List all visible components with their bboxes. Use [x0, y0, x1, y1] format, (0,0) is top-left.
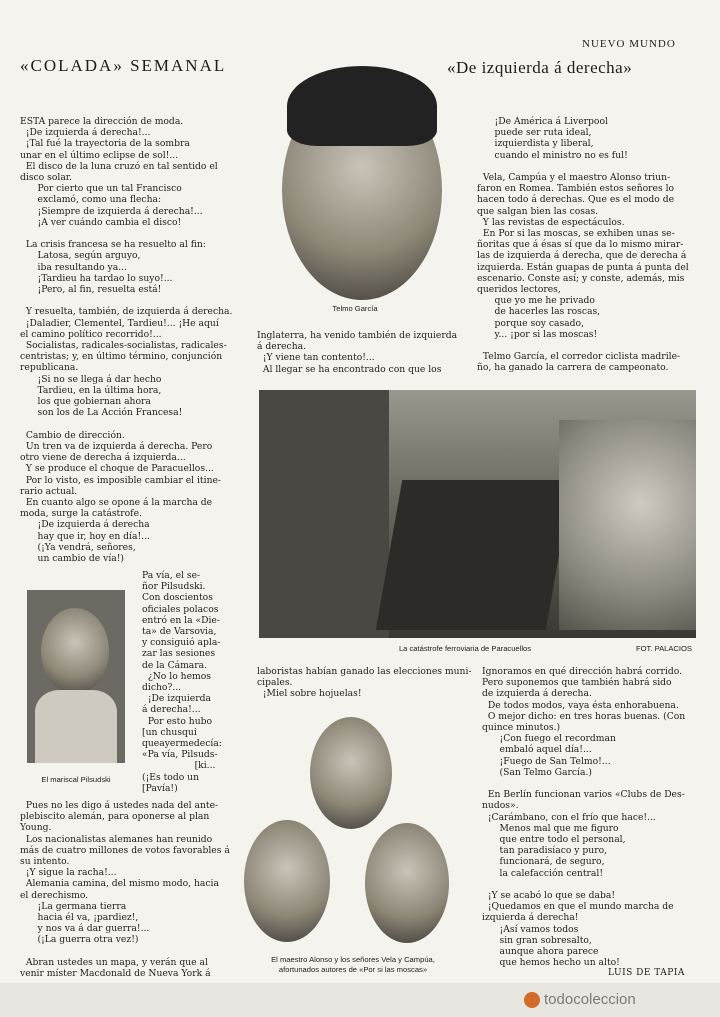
text-line: ¡Carámbano, con el frío que hace!...	[482, 811, 656, 823]
authors-caption-1: El maestro Alonso y los señores Vela y Campúa,	[271, 955, 435, 964]
text-line: Por lo visto, es imposible cambiar el itine-	[20, 474, 222, 486]
watermark-text: todocoleccion	[544, 991, 636, 1008]
text-line: exclamó, como una flecha:	[20, 194, 162, 206]
text-line: puede ser ruta ideal,	[477, 127, 592, 139]
text-line: [Pavía!)	[142, 782, 178, 794]
text-line: que yo me he privado	[477, 295, 595, 307]
column-3-bottom	[482, 666, 702, 968]
text-line: queayermedecía:	[142, 738, 222, 750]
column-2-bottom	[257, 666, 472, 700]
text-line: ¿No lo hemos	[142, 670, 211, 682]
text-line: ¡Con fuego el recordman	[482, 733, 616, 745]
text-line: La crisis francesa se ha resuelto al fin:	[20, 239, 206, 251]
text-line: hacen todo á derechas. Que es el modo de	[477, 194, 675, 206]
text-line: nudos».	[482, 800, 519, 812]
text-line: (¡Ya vendrá, señores,	[20, 541, 136, 553]
text-line: El disco de la luna cruzó en tal sentido el	[20, 160, 218, 172]
text-line: Tardieu, en la última hora,	[20, 384, 162, 396]
text-line: Pues no les digo á ustedes nada del ante-	[20, 800, 219, 811]
text-line: (San Telmo García.)	[482, 766, 592, 778]
text-line: á derecha!...	[142, 704, 201, 716]
text-line: las de izquierda á derecha, que de derecha á	[477, 250, 687, 262]
text-line: el camino político recorrido!...	[20, 328, 162, 340]
pilsudski-caption: El mariscal Pilsudski	[41, 775, 111, 784]
text-line	[482, 778, 702, 789]
watermark-bar	[0, 983, 720, 1017]
section-title: «COLADA» SEMANAL	[20, 56, 227, 75]
text-line: centristas; y, en último término, conjunción	[20, 351, 223, 363]
text-line: de hacerles las roscas,	[477, 306, 601, 318]
text-line: ño, ha ganado la carrera de campeonato.	[477, 362, 669, 374]
text-line: ¡De izquierda á derecha	[20, 519, 150, 531]
text-line	[20, 228, 245, 239]
text-line: Menos mal que me figuro	[482, 822, 619, 834]
magazine-name: NUEVO MUNDO	[582, 38, 676, 50]
text-line: Por esto hubo	[142, 715, 213, 727]
text-line: ¡Miel sobre hojuelas!	[257, 688, 362, 700]
text-line: los que gobiernan ahora	[20, 396, 151, 408]
text-line	[20, 418, 245, 429]
text-line: más de cuatro millones de votos favorables á	[20, 844, 230, 856]
text-line: aunque ahora parece	[482, 946, 599, 958]
text-line: En cuanto algo se opone á la marcha de	[20, 496, 213, 508]
text-line: izquierda. Están guapas de punta á punta del	[477, 261, 689, 273]
text-line: ¡De izquierda	[142, 693, 211, 705]
text-line: Telmo García, el corredor ciclista madrile-	[477, 351, 681, 363]
text-line: rario actual.	[20, 485, 78, 497]
text-line: plebiscito alemán, para oponerse al plan	[20, 811, 210, 823]
text-line: Un tren va de izquierda á derecha. Pero	[20, 440, 213, 452]
text-line: ¡Fuego de San Telmo!...	[482, 755, 611, 767]
text-line: Latosa, según arguyo,	[20, 250, 141, 262]
telmo-garcia-photo	[262, 62, 462, 300]
text-line: ¡A ver cuándo cambia el disco!	[20, 216, 182, 228]
text-line: republicana.	[20, 362, 79, 374]
text-line: que hemos hecho un alto!	[482, 957, 620, 969]
text-line: porque soy casado,	[477, 317, 584, 329]
signature: LUIS DE TAPIA	[608, 968, 685, 978]
text-line: ¡Tardieu ha tardao lo suyo!...	[20, 272, 173, 284]
text-line: queridos lectores,	[477, 284, 561, 296]
column-2-middle	[257, 330, 472, 375]
text-line: ¡Daladier, Clementel, Tardieu!... ¡He aquí	[20, 317, 219, 329]
text-line: quince minutos.)	[482, 722, 561, 734]
text-line: De todos modos, vaya ésta enhorabuena.	[482, 699, 679, 711]
text-line: Ignoramos en qué dirección habrá corrido.	[482, 666, 683, 677]
text-line: de izquierda á derecha.	[482, 688, 592, 700]
text-line: hacia él va, ¡pardiez!,	[20, 912, 139, 924]
text-line: su intento.	[20, 856, 70, 868]
text-line: y nos va á dar guerra!...	[20, 923, 150, 935]
text-line: funcionará, de seguro,	[482, 856, 605, 868]
text-line: ta» de Varsovia,	[142, 626, 217, 638]
text-line: ¡Y sigue la racha!...	[20, 867, 117, 879]
text-line: y... ¡por si las moscas!	[477, 328, 598, 340]
text-line: dicho?...	[142, 682, 182, 694]
text-line: Socialistas, radicales-socialistas, radicales-	[20, 340, 227, 352]
text-line	[477, 161, 702, 172]
text-line	[482, 879, 702, 890]
text-line: oficiales polacos	[142, 603, 219, 615]
telmo-caption: Telmo García	[332, 304, 378, 313]
text-line	[477, 340, 702, 351]
text-line: Los nacionalistas alemanes han reunido	[20, 833, 213, 845]
text-line: laboristas habían ganado las elecciones muni-	[257, 666, 472, 677]
text-line: Al llegar se ha encontrado con que los	[257, 363, 442, 375]
text-line: Con doscientos	[142, 592, 213, 604]
photo-credit: FOT. PALACIOS	[636, 644, 692, 653]
text-line: O mejor dicho: en tres horas buenas. (Con	[482, 710, 686, 722]
authors-caption-2: afortunados autores de «Por si las moscas»	[278, 965, 428, 974]
text-line: ESTA parece la dirección de moda.	[20, 116, 184, 127]
text-line: Cambio de dirección.	[20, 429, 125, 441]
column-1-bottom	[20, 800, 245, 979]
text-line: moda, surge la catástrofe.	[20, 508, 142, 520]
text-line: ¡Quedamos en que el mundo marcha de	[482, 901, 674, 913]
text-line: entró en la «Die-	[142, 614, 220, 626]
text-line: disco solar.	[20, 172, 73, 184]
text-line: Abran ustedes un mapa, y verán que al	[20, 956, 208, 968]
watermark-logo-icon	[524, 992, 540, 1008]
text-line: ¡La germana tierra	[20, 900, 127, 912]
text-line: el derechismo.	[20, 889, 89, 901]
text-line: izquierda á derecha!	[482, 912, 579, 924]
article-title: «De izquierda á derecha»	[447, 58, 633, 77]
text-line: cuando el ministro no es ful!	[477, 149, 628, 161]
text-line: escenario. Conste así; y conste, además, mis	[477, 272, 685, 284]
text-line: embaló aquel día!...	[482, 744, 592, 756]
text-line: Y resuelta, también, de izquierda á derecha.	[20, 306, 233, 318]
text-line: [un chusqui	[142, 726, 197, 738]
text-line: sin gran sobresalto,	[482, 934, 592, 946]
text-line: En Por si las moscas, se exhiben unas se-	[477, 228, 675, 240]
text-line	[20, 946, 245, 957]
train-caption: La catástrofe ferroviaria de Paracuellos	[398, 644, 532, 653]
column-3-top	[477, 116, 702, 374]
text-line: que salgan bien las cosas.	[477, 205, 599, 217]
text-line: de la Cámara.	[142, 659, 208, 671]
text-line: Young.	[20, 822, 52, 834]
text-line: (¡Es todo un	[142, 771, 200, 783]
text-line: iba resultando ya...	[20, 261, 127, 273]
text-line: la calefacción central!	[482, 867, 604, 879]
text-line: ñor Pilsudski.	[142, 581, 206, 593]
train-crash-photo	[259, 390, 696, 638]
text-line: tan paradisíaco y puro,	[482, 845, 608, 857]
text-line: un cambio de vía!)	[20, 552, 125, 564]
text-line: á derecha.	[257, 341, 307, 353]
text-line: ¡Así vamos todos	[482, 923, 579, 935]
text-line: «Pa vía, Pilsuds-	[142, 749, 218, 761]
text-line: ¡Tal fué la trayectoria de la sombra	[20, 138, 190, 150]
pilsudski-photo	[27, 590, 125, 763]
text-line: ¡Y viene tan contento!...	[257, 352, 375, 364]
text-line: ¡Y se acabó lo que se daba!	[482, 890, 616, 902]
text-line: Alemania camina, del mismo modo, hacia	[20, 878, 219, 890]
column-1-top	[20, 116, 245, 564]
text-line: venir míster Macdonald de Nueva York á	[20, 968, 211, 980]
text-line: En Berlín funcionan varios «Clubs de Des-	[482, 789, 685, 801]
text-line: izquierdista y liberal,	[477, 138, 594, 150]
authors-photo	[240, 715, 460, 945]
text-line: Vela, Campúa y el maestro Alonso triun-	[477, 172, 671, 184]
text-line: ¡Siempre de izquierda á derecha!...	[20, 205, 203, 217]
text-line: [ki...	[142, 760, 216, 772]
text-line: y consiguió apla-	[142, 637, 221, 649]
text-line: hay que ir, hoy en día!...	[20, 530, 150, 542]
text-line: faron en Romea. También estos señores lo	[477, 183, 675, 195]
text-line: unar en el último eclipse de sol!...	[20, 149, 179, 161]
text-line	[20, 295, 245, 306]
text-line: ¡De América á Liverpool	[477, 116, 608, 127]
text-line: Y las revistas de espectáculos.	[477, 216, 625, 228]
text-line: que entre todo el personal,	[482, 834, 626, 846]
text-line: ¡Si no se llega á dar hecho	[20, 373, 162, 385]
text-line: ¡Pero, al fin, resuelta está!	[20, 284, 162, 296]
text-line: otro viene de derecha á izquierda...	[20, 452, 186, 464]
column-1-side	[142, 570, 247, 794]
text-line: Por cierto que un tal Francisco	[20, 183, 182, 195]
text-line: ñoritas que á ésas sí que da lo mismo mirar-	[477, 239, 684, 251]
text-line: Inglaterra, ha venido también de izquierda	[257, 330, 458, 341]
text-line: ¡De izquierda á derecha!...	[20, 127, 151, 139]
text-line: zar las sesiones	[142, 648, 216, 660]
text-line: son los de La Acción Francesa!	[20, 407, 183, 419]
text-line: (¡La guerra otra vez!)	[20, 934, 139, 946]
text-line: Y se produce el choque de Paracuellos...	[20, 463, 214, 475]
text-line: Pero suponemos que también habrá sido	[482, 677, 672, 689]
text-line: Pa vía, el se-	[142, 570, 201, 581]
text-line: cipales.	[257, 677, 293, 689]
